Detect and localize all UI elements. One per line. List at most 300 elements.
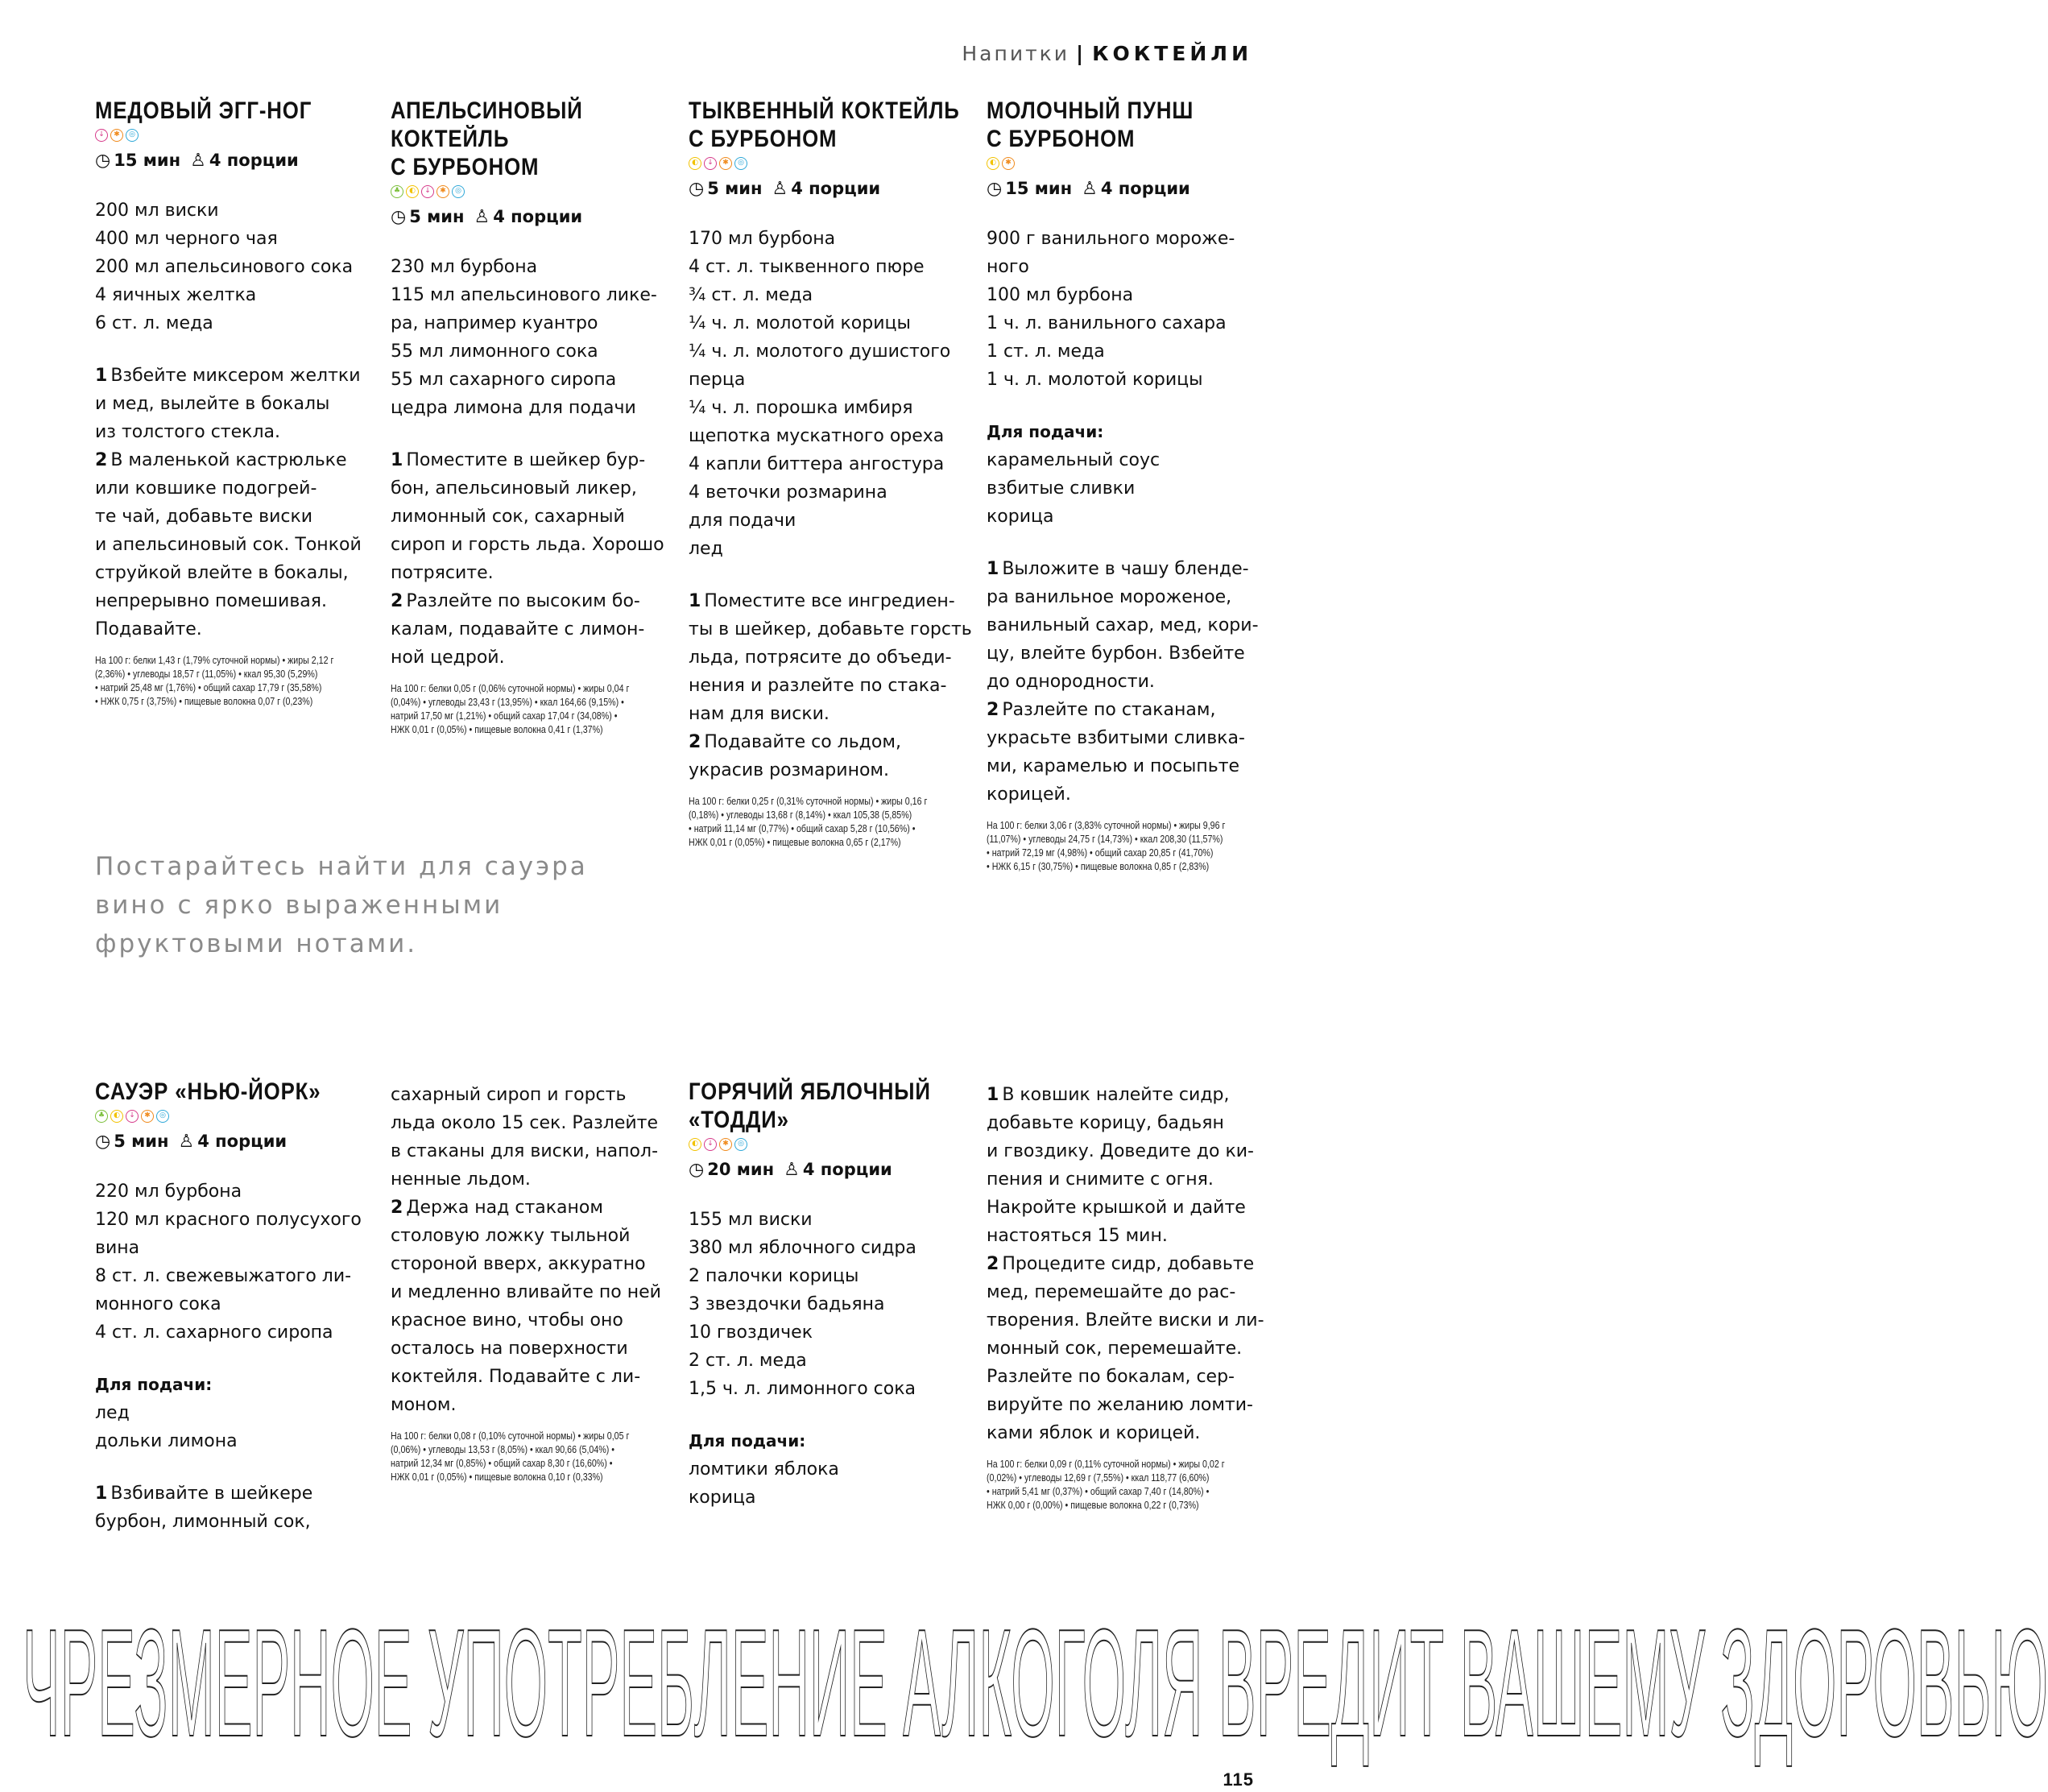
recipe-title-line: МОЛОЧНЫЙ ПУНШ [987,97,1194,124]
no-soy-icon: ◎ [156,1110,169,1123]
step-line [95,503,369,531]
step-line [987,1137,1260,1165]
step-line [391,559,664,587]
diet-icons [689,1136,962,1153]
step-line [95,474,369,503]
recipe-title [987,97,1264,153]
step-line [95,446,369,474]
step-text: Разлейте по бокалам, сер- [987,1367,1235,1387]
step-line [391,1250,664,1278]
ingredient: щепотка мускатного ореха [689,426,945,446]
nutrition-line: На 100 г: белки 0,05 г (0,06% суточной нормы) • жиры 0,04 г [391,682,630,694]
method-step [95,1480,369,1536]
ingredient-list [95,197,369,337]
servings: 4 порции [209,151,299,170]
step-text: и апельсиновый сок. Тонкой [95,535,362,555]
recipe-new-york-sour [95,1078,369,1536]
ingredient: цедра лимона для подачи [391,398,636,418]
serving-title: Для подачи: [689,1431,806,1451]
ingredient: 170 мл бурбона [689,229,836,249]
ingredient: ¼ ч. л. порошка имбиря [689,398,913,418]
serving-item: дольки лимона [95,1431,238,1451]
step-text: непрерывно помешивая. [95,591,328,611]
method-step [391,1081,664,1194]
ingredient: 100 мл бурбона [987,285,1134,305]
nutrition-line: • НЖК 0,75 г (3,75%) • пищевые волокна 0,07 г (0,23%) [95,695,313,707]
ingredient: 2 ст. л. меда [689,1351,807,1371]
recipe-meta [987,176,1260,201]
step-number: 1 [987,559,999,579]
step-line [391,531,664,559]
ingredient: 400 мл черного чая [95,229,278,249]
no-nuts-icon: ✱ [436,185,449,198]
step-line [987,1306,1264,1335]
method-step [391,446,664,587]
step-number: 1 [95,366,108,386]
recipe-orange-bourbon [391,97,664,736]
no-lactose-icon: ◐ [406,185,419,198]
ingredient: для подачи [689,511,796,531]
serving-item: корица [987,507,1054,527]
method-step [987,1081,1260,1250]
diet-icons [689,155,962,172]
nutrition-facts [987,818,1251,873]
step-line [95,1480,369,1508]
nutrition-line: На 100 г: белки 1,43 г (1,79% суточной нормы) • жиры 2,12 г [95,654,334,666]
nutrition-line: • натрий 25,48 мг (1,76%) • общий сахар 17,79 г (35,58%) [95,681,322,693]
ingredient-list [95,1177,369,1347]
method-steps [689,587,972,784]
nutrition-line: НЖК 0,01 г (0,05%) • пищевые волокна 0,41 г (1,37%) [391,723,603,735]
recipe-meta [391,205,664,229]
ingredient-list [391,253,664,422]
ingredient: 4 ст. л. тыквенного пюре [689,257,925,277]
step-text: в стаканы для виски, напол- [391,1141,659,1161]
step-line [391,644,664,672]
servings: 4 порции [197,1132,288,1151]
step-text: корицей. [987,784,1071,805]
step-text: или ковшике подогрей- [95,478,317,499]
ingredient: 6 ст. л. меда [95,313,213,333]
step-text: Выложите в чашу бленде- [1002,559,1249,579]
recipe-title-line: АПЕЛЬСИНОВЫЙ КОКТЕЙЛЬ [391,97,583,152]
step-text: и медленно вливайте по ней [391,1282,661,1302]
step-line [95,559,369,587]
step-line [689,615,972,644]
clock-icon: ◷ [689,179,705,199]
step-line [95,1508,369,1536]
servings: 4 порции [791,179,881,198]
nutrition-line: НЖК 0,00 г (0,00%) • пищевые волокна 0,22 г (0,73%) [987,1499,1199,1511]
servings-icon: ♙ [1082,179,1098,199]
step-text: льда около 15 сек. Разлейте [391,1113,659,1133]
method-step [987,1250,1264,1447]
recipe-milk-punch [987,97,1260,873]
prep-time: 5 мин [707,179,763,198]
prep-time: 5 мин [114,1132,169,1151]
step-text: Держа над стаканом [406,1198,603,1218]
ingredient: перца [689,370,746,390]
recipe-pumpkin-bourbon [689,97,972,849]
no-lactose-icon: ◐ [110,1110,123,1123]
step-text: те чай, добавьте виски [95,507,313,527]
method-step [391,1194,664,1419]
serving-item: ломтики яблока [689,1459,839,1480]
no-gluten-icon: ↓ [704,1138,717,1151]
nutrition-line: • НЖК 6,15 г (30,75%) • пищевые волокна 0,85 г (2,83%) [987,860,1210,872]
no-nuts-icon: ✱ [1002,157,1015,170]
step-text: осталось на поверхности [391,1339,628,1359]
method-step [689,728,962,784]
step-line [391,587,664,615]
method-steps [987,555,1260,809]
step-line [391,1391,664,1419]
nutrition-line: На 100 г: белки 3,06 г (3,83% суточной нормы) • жиры 9,96 г [987,819,1226,831]
nutrition-line: (2,36%) • углеводы 18,57 г (11,05%) • ккал 95,30 (5,29%) [95,668,318,680]
clock-icon: ◷ [987,179,1003,199]
step-number: 1 [689,591,701,611]
nutrition-line: На 100 г: белки 0,09 г (0,11% суточной нормы) • жиры 0,02 г [987,1458,1225,1470]
ingredient: вина [95,1238,140,1258]
step-text: пения и снимите с огня. [987,1169,1214,1190]
ingredient: 230 мл бурбона [391,257,538,277]
step-text: мед, перемешайте до рас- [987,1282,1236,1302]
step-line [95,587,369,615]
step-text: коктейля. Подавайте с ли- [391,1367,641,1387]
category-name: КОКТЕЙЛИ [1092,42,1252,65]
nutrition-line: На 100 г: белки 0,25 г (0,31% суточной нормы) • жиры 0,16 г [689,795,928,807]
step-number: 2 [95,450,108,470]
step-number: 1 [391,450,403,470]
nutrition-facts [391,1429,655,1484]
no-nuts-icon: ✱ [141,1110,154,1123]
no-soy-icon: ◎ [734,1138,747,1151]
recipe-new-york-sour-continued [391,1081,664,1484]
step-line [95,362,369,390]
ingredient: 200 мл виски [95,201,219,221]
step-line [987,1165,1260,1194]
step-number: 1 [95,1484,108,1504]
servings: 4 порции [1100,179,1190,198]
recipe-meta [689,1157,962,1182]
step-text: творения. Влейте виски и ли- [987,1310,1264,1331]
ingredient: 1 ст. л. меда [987,341,1105,362]
step-text: ной цедрой. [391,648,505,668]
ingredient: 2 палочки корицы [689,1266,859,1286]
step-number: 2 [689,732,701,752]
method-steps [391,1081,664,1419]
step-line [689,644,962,672]
step-text: ми, карамелью и посыпьте [987,756,1240,776]
no-lactose-icon: ◐ [987,157,999,170]
ingredient-list [689,225,962,563]
step-text: сахарный сироп и горсть [391,1085,627,1105]
step-line [987,1363,1260,1391]
method-step [987,696,1260,809]
servings-icon: ♙ [178,1132,195,1152]
step-line [987,752,1260,780]
ingredient: ¾ ст. л. меда [689,285,813,305]
no-gluten-icon: ↓ [126,1110,139,1123]
recipe-title-line: САУЭР «НЬЮ-ЙОРК» [95,1078,321,1105]
ingredient: ра, например куантро [391,313,598,333]
step-line [987,1109,1260,1137]
diet-icons [391,183,664,201]
no-gluten-icon: ↓ [95,129,108,142]
serving-item: взбитые сливки [987,478,1136,499]
pull-quote [95,847,588,963]
step-line [987,1335,1260,1363]
no-lactose-icon: ◐ [689,157,701,170]
step-text: нения и разлейте по стака- [689,676,947,696]
serving-list [689,1455,962,1512]
no-gluten-icon: ↓ [421,185,434,198]
step-text: добавьте корицу, бадьян [987,1113,1224,1133]
nutrition-line: НЖК 0,01 г (0,05%) • пищевые волокна 0,65 г (2,17%) [689,836,901,848]
step-text: Подавайте со льдом, [704,732,901,752]
method-steps [987,1081,1264,1447]
step-text: и гвоздику. Доведите до ки- [987,1141,1254,1161]
quote-line: вино с ярко выраженными [95,891,503,920]
nutrition-facts [987,1457,1251,1512]
step-text: монный сок, перемешайте. [987,1339,1243,1359]
ingredient: ¼ ч. л. молотой корицы [689,313,911,333]
no-soy-icon: ◎ [452,185,465,198]
step-text: Накройте крышкой и дайте [987,1198,1246,1218]
step-text: моном. [391,1395,457,1415]
serving-item: корица [689,1488,756,1508]
step-line [689,700,962,728]
vegan-icon: ♣ [391,185,403,198]
step-line [391,1137,664,1165]
nutrition-facts [391,681,655,736]
nutrition-line: • натрий 5,41 мг (0,37%) • общий сахар 7,40 г (14,80%) • [987,1485,1210,1497]
alcohol-warning-text: ЧРЕЗМЕРНОЕ УПОТРЕБЛЕНИЕ АЛКОГОЛЯ ВРЕДИТ ВАШЕМУ ЗДОРОВЬЮ [23,1598,2048,1769]
method-step [689,587,972,728]
page-header [962,42,1252,65]
step-line [987,1081,1260,1109]
step-text: нам для виски. [689,704,830,724]
step-line [391,1081,664,1109]
nutrition-line: НЖК 0,01 г (0,05%) • пищевые волокна 0,10 г (0,33%) [391,1471,603,1483]
step-line [391,1222,664,1250]
step-text: украсив розмарином. [689,760,890,780]
recipe-title-line: ГОРЯЧИЙ ЯБЛОЧНЫЙ [689,1078,931,1105]
servings: 4 порции [493,207,583,226]
header-separator: | [1075,42,1086,65]
recipe-title-line: ТЫКВЕННЫЙ КОКТЕЙЛЬ [689,97,960,124]
step-number: 2 [391,591,403,611]
servings-icon: ♙ [772,179,788,199]
step-text: Процедите сидр, добавьте [1002,1254,1255,1274]
step-line [95,531,369,559]
step-text: ками яблок и корицей. [987,1423,1201,1443]
recipe-title-line: МЕДОВЫЙ ЭГГ-НОГ [95,97,312,124]
nutrition-line: (0,04%) • углеводы 23,43 г (13,95%) • ккал 164,66 (9,15%) • [391,696,624,708]
step-text: Поместите в шейкер бур- [406,450,646,470]
ingredient: 55 мл сахарного сиропа [391,370,617,390]
nutrition-line: (0,18%) • углеводы 13,68 г (8,14%) • ккал 105,38 (5,85%) [689,809,912,821]
ingredient: 220 мл бурбона [95,1182,242,1202]
no-gluten-icon: ↓ [704,157,717,170]
quote-line: Постарайтесь найти для сауэра [95,852,588,881]
step-line [95,615,369,644]
no-nuts-icon: ✱ [719,157,732,170]
step-line [987,668,1260,696]
method-steps [95,1480,369,1536]
diet-icons [95,126,369,144]
ingredient: 3 звездочки бадьяна [689,1294,885,1314]
step-line [987,1419,1260,1447]
ingredient: 4 веточки розмарина [689,482,887,503]
ingredient: 155 мл виски [689,1210,813,1230]
step-text: Подавайте. [95,619,202,639]
method-step [95,362,369,446]
method-step [391,587,664,672]
ingredient: 10 гвоздичек [689,1322,813,1343]
method-steps [95,362,369,644]
step-line [987,780,1260,809]
step-line [987,555,1260,583]
ingredient: 55 мл лимонного сока [391,341,598,362]
step-text: ненные льдом. [391,1169,531,1190]
recipe-title [95,97,372,125]
step-line [391,446,664,474]
step-line [391,1335,664,1363]
recipe-meta [689,176,962,201]
step-text: струйкой влейте в бокалы, [95,563,349,583]
ingredient-list [689,1206,962,1403]
servings: 4 порции [802,1160,892,1179]
serving-list [95,1399,369,1455]
step-line [689,756,962,784]
nutrition-line: (0,06%) • углеводы 13,53 г (8,05%) • ккал 90,66 (5,04%) • [391,1443,614,1455]
step-text: украсьте взбитыми сливка- [987,728,1245,748]
servings-icon: ♙ [190,151,206,171]
step-line [987,1222,1260,1250]
no-lactose-icon: ◐ [689,1138,701,1151]
recipe-honey-eggnog [95,97,369,708]
step-line [987,1278,1260,1306]
step-line [391,1306,664,1335]
diet-icons [987,155,1260,172]
ingredient: 8 ст. л. свежевыжатого ли- [95,1266,352,1286]
step-line [95,390,369,418]
recipe-title-line: С БУРБОНОМ [391,154,540,180]
step-line [987,1250,1260,1278]
ingredient: 4 капли биттера ангостура [689,454,945,474]
ingredient: 120 мл красного полусухого [95,1210,362,1230]
step-line [391,1194,664,1222]
serving-item: карамельный соус [987,450,1161,470]
recipe-title [689,97,966,153]
ingredient: 200 мл апельсинового сока [95,257,354,277]
step-text: бон, апельсиновый ликер, [391,478,637,499]
servings-icon: ♙ [474,207,490,227]
step-text: до однородности. [987,672,1155,692]
ingredient: 1 ч. л. молотой корицы [987,370,1203,390]
quote-line: фруктовыми нотами. [95,929,418,958]
step-line [987,583,1260,611]
recipe-title [95,1078,372,1106]
step-line [689,672,962,700]
step-text: Взбивайте в шейкере [110,1484,313,1504]
clock-icon: ◷ [95,1132,111,1152]
diet-icons [95,1107,369,1125]
servings-icon: ♙ [784,1160,800,1180]
step-line [391,615,664,644]
nutrition-line: натрий 17,50 мг (1,21%) • общий сахар 17,04 г (34,08%) • [391,710,618,722]
step-text: ра ванильное мороженое, [987,587,1232,607]
step-line [689,728,962,756]
prep-time: 5 мин [409,207,465,226]
step-text: лимонный сок, сахарный [391,507,625,527]
step-text: потрясите. [391,563,494,583]
nutrition-line: • натрий 11,14 мг (0,77%) • общий сахар 5,28 г (10,56%) • [689,822,916,834]
step-number: 2 [987,700,999,720]
recipe-hot-apple-toddy-steps [987,1081,1264,1512]
recipe-meta [95,1129,369,1153]
clock-icon: ◷ [689,1160,705,1180]
vegan-icon: ♣ [95,1110,108,1123]
step-text: Разлейте по высоким бо- [406,591,640,611]
step-line [987,696,1260,724]
ingredient: ного [987,257,1029,277]
ingredient: лед [689,539,723,559]
step-line [987,639,1260,668]
step-text: настояться 15 мин. [987,1226,1168,1246]
method-step [987,555,1260,696]
clock-icon: ◷ [95,151,111,171]
page-number: 115 [1220,1769,1258,1790]
step-text: льда, потрясите до объеди- [689,648,952,668]
serving-title: Для подачи: [987,422,1104,441]
prep-time: 15 мин [114,151,181,170]
step-number: 2 [391,1198,403,1218]
step-text: цу, влейте бурбон. Взбейте [987,644,1245,664]
step-text: из толстого стекла. [95,422,280,442]
alcohol-warning-banner [0,1598,2048,1792]
section-name: Напитки [962,42,1070,65]
step-text: ты в шейкер, добавьте горсть [689,619,972,639]
nutrition-line: (11,07%) • углеводы 24,75 г (14,73%) • ккал 208,30 (11,57%) [987,833,1223,845]
recipe-title-line: «ТОДДИ» [689,1107,789,1133]
step-line [391,1165,664,1194]
step-text: красное вино, чтобы оно [391,1310,623,1331]
step-line [391,1278,664,1306]
prep-time: 20 мин [707,1160,775,1179]
step-number: 2 [987,1254,999,1274]
step-text: стороной вверх, аккуратно [391,1254,646,1274]
step-text: Разлейте по стаканам, [1002,700,1216,720]
step-text: В ковшик налейте сидр, [1002,1085,1230,1105]
ingredient: 4 ст. л. сахарного сиропа [95,1322,333,1343]
recipe-title [391,97,668,181]
nutrition-facts [95,653,359,708]
step-text: вируйте по желанию ломти- [987,1395,1253,1415]
clock-icon: ◷ [391,207,407,227]
step-text: Поместите все ингредиен- [704,591,955,611]
recipe-title-line: С БУРБОНОМ [987,126,1136,152]
ingredient: 900 г ванильного мороже- [987,229,1235,249]
no-nuts-icon: ✱ [719,1138,732,1151]
ingredient: 115 мл апельсинового лике- [391,285,657,305]
step-line [987,1194,1260,1222]
ingredient: 1 ч. л. ванильного сахара [987,313,1227,333]
method-steps [391,446,664,672]
step-text: Взбейте миксером желтки [110,366,361,386]
ingredient: 380 мл яблочного сидра [689,1238,916,1258]
